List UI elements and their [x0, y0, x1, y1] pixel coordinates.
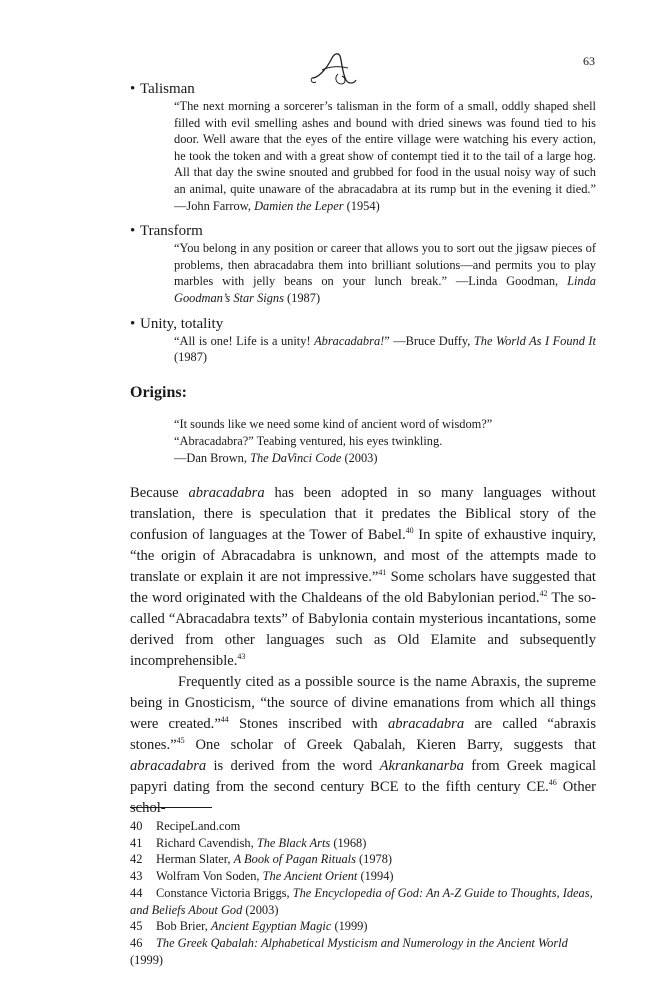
- footnote: 46 The Greek Qabalah: Alphabetical Mysticism and Numerology in the Ancient World (1999): [130, 935, 568, 967]
- bullet-heading: • Talisman: [130, 81, 195, 97]
- footnote-ref: 44: [220, 714, 229, 724]
- footnote-ref: 46: [548, 777, 557, 787]
- entry-unity: [130, 315, 596, 366]
- footnote-ref: 43: [237, 651, 246, 661]
- footnote-divider: [130, 807, 212, 808]
- footnote-ref: 42: [539, 588, 548, 598]
- footnote-ref: 45: [176, 735, 185, 745]
- footnote: 42 Herman Slater, A Book of Pagan Rituals (1978): [130, 852, 393, 867]
- entry-transform: [130, 222, 596, 306]
- section-heading-origins: Origins:: [130, 383, 187, 401]
- footnote: 40 RecipeLand.com: [130, 819, 241, 833]
- footnote-ref: 40: [405, 525, 414, 535]
- footnote: 41 Richard Cavendish, The Black Arts (1968): [130, 835, 367, 850]
- entry-talisman: [130, 80, 596, 214]
- quotation: “You belong in any position or career that allows you to sort out the jigsaw pieces of problems, then abracadabra them into brilliant solutions—and permits you to play marbles with jelly beans on your lunch break.” —Linda Goodman, Linda Goodman’s Star Signs (1987): [174, 241, 596, 305]
- footnotes: [130, 807, 596, 968]
- epigraph: [174, 416, 596, 467]
- footnote: 43 Wolfram Von Soden, The Ancient Orient (1994): [130, 869, 394, 884]
- page-body: [130, 80, 596, 819]
- quotation: “All is one! Life is a unity! Abracadabra!” —Bruce Duffy, The World As I Found It (1987): [174, 333, 597, 365]
- quotation: “The next morning a sorcerer’s talisman in the form of a small, oddly shaped shell filled with evil smelling ashes and bound with dried sinews was found tied to his door. Well aware that the eyes of the entire village were watching his every action, he took the token and with a great show of contempt tied it to the tail of a large hog. All that day the swine snouted and grubbed for food in the usual noisy way of such an animal, quite unaware of the abracadabra at its rump but in the evening it died.” —John Farrow, Damien the Leper (1954): [174, 99, 596, 213]
- body-paragraph: Frequently cited as a possible source is the name Abraxis, the supreme being in Gnosticism, “the source of divine emanations from which all things were created.”$^{44}$ Stones inscribed with abracadabra are called “abraxis stones.”$^{45}$ One scholar of Greek Qabalah, Kieren Barry, suggests that abracadabra is derived from the word Akrankanarba from Greek magical papyri dating from the second century BCE to the fifth century CE.$^{46}$ Other schol-: [130, 673, 597, 816]
- epigraph-line: “Abracadabra?” Teabing ventured, his eyes twinkling.: [174, 433, 443, 448]
- bullet-heading: • Transform: [130, 223, 203, 240]
- epigraph-attribution: —Dan Brown, The DaVinci Code (2003): [174, 450, 378, 465]
- page-number: 63: [583, 54, 595, 68]
- footnote: 44 Constance Victoria Briggs, The Encyclopedia of God: An A-Z Guide to Thoughts, Ideas, and Beliefs About God (2003): [130, 885, 593, 917]
- bullet-heading: • Unity, totality: [130, 315, 224, 332]
- epigraph-line: “It sounds like we need some kind of ancient word of wisdom?”: [174, 416, 493, 431]
- body-paragraph: Because abracadabra has been adopted in so many languages without translation, there is speculation that it predates the Biblical story of the confusion of languages at the Tower of Babel.$^{40}$ In spite of exhaustive inquiry, “the origin of Abracadabra is unknown, and most of the attempts made to translate or explain it are not impressive.”$^{41}$ Some scholars have suggested that the word originated with the Chaldeans of the old Babylonian period.$^{42}$ The so-called “Abracadabra texts” of Babylonia contain mysterious incantations, some derived from other languages such as Old Elamite and subsequently incomprehensible.$^{43}$: [130, 484, 596, 669]
- footnote-ref: 41: [378, 567, 387, 577]
- page-header: [0, 44, 667, 84]
- footnote: 45 Bob Brier, Ancient Egyptian Magic (1999): [130, 919, 368, 934]
